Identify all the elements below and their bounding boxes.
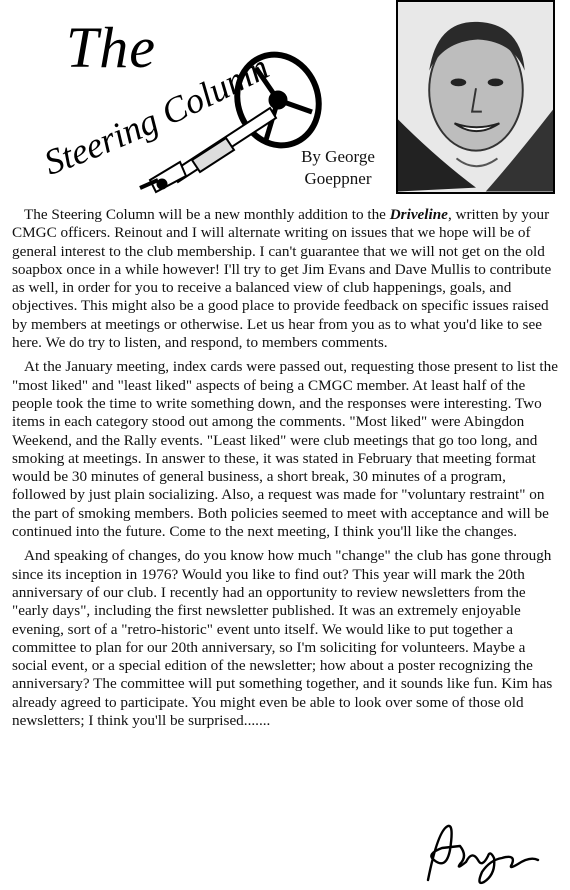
author-portrait-icon (398, 2, 553, 192)
article-body (12, 206, 560, 736)
signature (420, 820, 550, 886)
title-the: The (66, 15, 156, 80)
paragraph-2: At the January meeting, index cards were passed out, requesting those present to list the "most liked" and "least liked" aspects of being a CMGC member. At least half of the people took the time to write something down, and the responses were interesting. Two items in each category stood out among the comments. "Most liked" were Abingdon Weekend, and the Rally events. "Least liked" were club meetings that go too long, and smoking at meetings. In answer to these, it was stated in February that meeting format would be 30 minutes of general business, a short break, 30 minutes of a program, followed by just plain socializing. Also, a request was made for "voluntary restraint" on the part of smoking members. Both policies seemed to meet with acceptance and will be continued into the future. Come to the next meeting, I think you'll like the changes. (12, 358, 558, 541)
author-photo (396, 0, 555, 194)
masthead (0, 0, 570, 200)
paragraph-1 (12, 206, 560, 352)
p1-before: The Steering Column will be a new monthly addition to the (24, 206, 390, 223)
byline-prefix: By George (301, 147, 375, 166)
paragraph-3: And speaking of changes, do you know how much "change" the club has gone through since its inception in 1976? Would you like to find out? This year will mark the 20th anniversary of our club. I recently had an opportunity to review newsletters from the "early days", including the first newsletter published. It was an extremely enjoyable evening, sort of a "retro-historic" event unto itself. We would like to put together a committee to plan for our 20th anniversary, so I'm soliciting for volunteers. Maybe a social event, or a special edition of the newsletter; how about a poster recognizing the anniversary? The committee will put something together, and it sounds like fun. Kim has already agreed to participate. You might even be able to look over some of those old newsletters; I think you'll be surprised....... (12, 547, 553, 730)
byline (282, 146, 394, 190)
byline-surname: Goeppner (304, 169, 372, 188)
title-main-path: Steering Column (38, 46, 276, 183)
publication-name: Driveline (389, 206, 448, 223)
p1-after: , written by your CMGC officers. Reinout and I will alternate writing on issues that we hope will be of general interest to the club membership. I can't guarantee that we will not get on the old soapbox once in a while however! I'll try to get Jim Evans and Dave Mullis to contribute as well, in order for you to receive a balanced view of club happenings, goals, and objectives. This might also be a good place to provide feedback on specific issues raised by members at meetings or otherwise. Let us hear from you as to what you'd like to see here. We do try to listen, and respond, to members comments. (12, 206, 552, 352)
